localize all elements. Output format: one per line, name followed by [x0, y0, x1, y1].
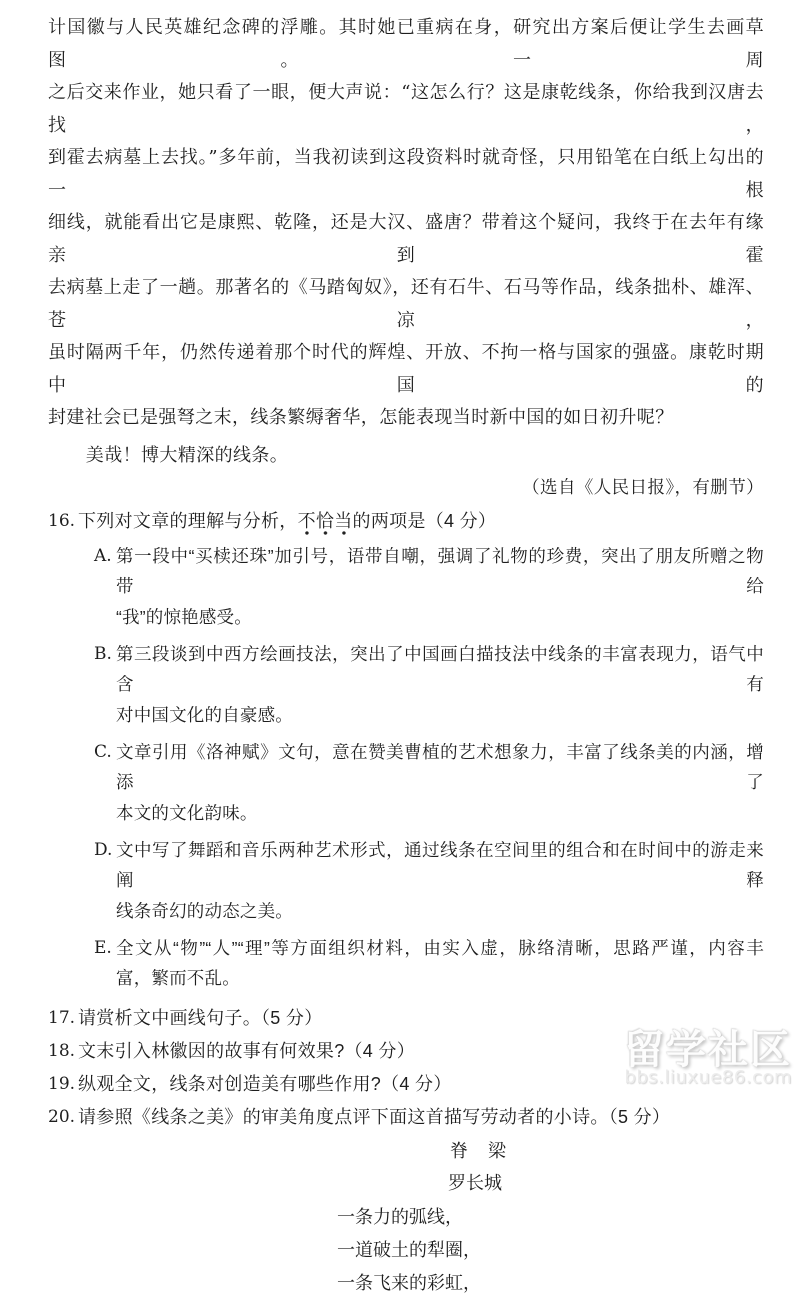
question-17-text: 请赏析文中画线句子。（5 分） [78, 1007, 323, 1028]
poem-line: 一条飞来的彩虹， [337, 1272, 481, 1294]
option-a-line: 第一段中“买椟还珠”加引号，语带自嘲，强调了礼物的珍费，突出了朋友所赠之物带给 [116, 545, 764, 596]
option-b-label: B. [94, 643, 112, 664]
question-20-number: 20. [48, 1106, 76, 1127]
passage-line: 细线，就能看出它是康熙、乾隆，还是大汉、盛唐？带着这个疑问，我终于在去年有缘亲到霍 [48, 212, 764, 266]
option-a-body [116, 541, 764, 633]
question-17-number: 17. [48, 1007, 76, 1028]
question-19-number: 19. [48, 1073, 76, 1094]
question-20-text: 请参照《线条之美》的审美角度点评下面这首描写劳动者的小诗。（5 分） [78, 1106, 671, 1127]
option-d-label: D. [94, 839, 113, 860]
option-a-line: “我”的惊艳感受。 [116, 606, 252, 627]
option-d [48, 835, 764, 927]
question-16 [48, 506, 764, 537]
watermark-site-url: bbs.liuxue86.com [624, 1067, 792, 1088]
poem-author: 罗长城 [448, 1172, 502, 1194]
question-16-text-post: 的两项是（4 分） [352, 510, 497, 531]
question-18 [48, 1035, 764, 1068]
passage-line: 计国徽与人民英雄纪念碑的浮雕。其时她已重病在身，研究出方案后便让学生去画草图。一周 [48, 17, 764, 71]
option-b [48, 639, 764, 731]
question-17 [48, 1002, 764, 1035]
option-c-body [116, 737, 764, 829]
question-19-text: 纵观全文，线条对创造美有哪些作用?（4 分） [78, 1073, 452, 1094]
option-a [48, 541, 764, 633]
question-20 [48, 1101, 764, 1134]
option-c-label: C. [94, 741, 112, 762]
poem-line: 一道破土的犁圈， [337, 1239, 481, 1261]
passage-line: 去病墓上走了一趟。那著名的《马踏匈奴》，还有石牛、石马等作品，线条拙朴、雄浑、苍凉， [48, 277, 764, 331]
option-e-label: E. [94, 937, 112, 958]
option-c-line: 文章引用《洛神赋》文句，意在赞美曹植的艺术想象力，丰富了线条美的内涵，增添了 [116, 741, 764, 792]
watermark-site-name: 留学社区 [624, 1027, 792, 1073]
passage-exclaim-line: 美哉！博大精深的线条。 [85, 444, 289, 466]
option-d-line: 文中写了舞蹈和音乐两种艺术形式，通过线条在空间里的组合和在时间中的游走来阐释 [116, 839, 764, 890]
question-18-number: 18. [48, 1040, 76, 1061]
option-c-line: 本文的文化韵味。 [116, 802, 258, 823]
passage-line: 到霍去病墓上去找。”多年前，当我初读到这段资料时就奇怪，只用铅笔在白纸上勾出的一根 [48, 147, 764, 201]
poem-title: 脊 梁 [450, 1140, 507, 1162]
poem-line: 一条力的弧线， [337, 1206, 463, 1228]
option-d-body [116, 835, 764, 927]
passage-line: 之后交来作业，她只看了一眼，便大声说：“这怎么行？这是康乾线条，你给我到汉唐去找， [48, 82, 764, 136]
option-b-body [116, 639, 764, 731]
option-a-label: A. [94, 545, 112, 566]
option-b-line: 第三段谈到中西方绘画技法，突出了中国画白描技法中线条的丰富表现力，语气中含有 [116, 643, 764, 694]
question-16-text [78, 506, 764, 537]
passage-source-attribution: （选自《人民日报》，有删节） [522, 477, 764, 498]
passage [48, 12, 764, 504]
passage-line: 虽时隔两千年，仍然传递着那个时代的辉煌、开放、不拘一格与国家的强盛。康乾时期中国的 [48, 342, 764, 396]
question-16-number: 16. [48, 510, 76, 531]
option-c [48, 737, 764, 829]
question-18-text: 文末引入林徽因的故事有何效果?（4 分） [78, 1040, 416, 1061]
question-block [48, 1002, 764, 1134]
option-e-body [116, 933, 764, 994]
option-e-line: 富，繁而不乱。 [116, 968, 240, 988]
poem [48, 1136, 764, 1300]
option-b-line: 对中国文化的自豪感。 [116, 704, 293, 725]
question-16-emphasized-word: 不恰当 [298, 511, 353, 536]
passage-line: 封建社会已是强弩之末，线条繁缛奢华，怎能表现当时新中国的如日初升呢？ [48, 407, 674, 428]
option-e-line: 全文从“物”“人”“理”等方面组织材料，由实入虚，脉络清晰，思路严谨，内容丰 [116, 937, 764, 958]
option-d-line: 线条奇幻的动态之美。 [116, 900, 293, 921]
option-e [48, 933, 764, 994]
option-list [48, 541, 764, 994]
question-16-text-pre: 下列对文章的理解与分析， [78, 510, 298, 531]
